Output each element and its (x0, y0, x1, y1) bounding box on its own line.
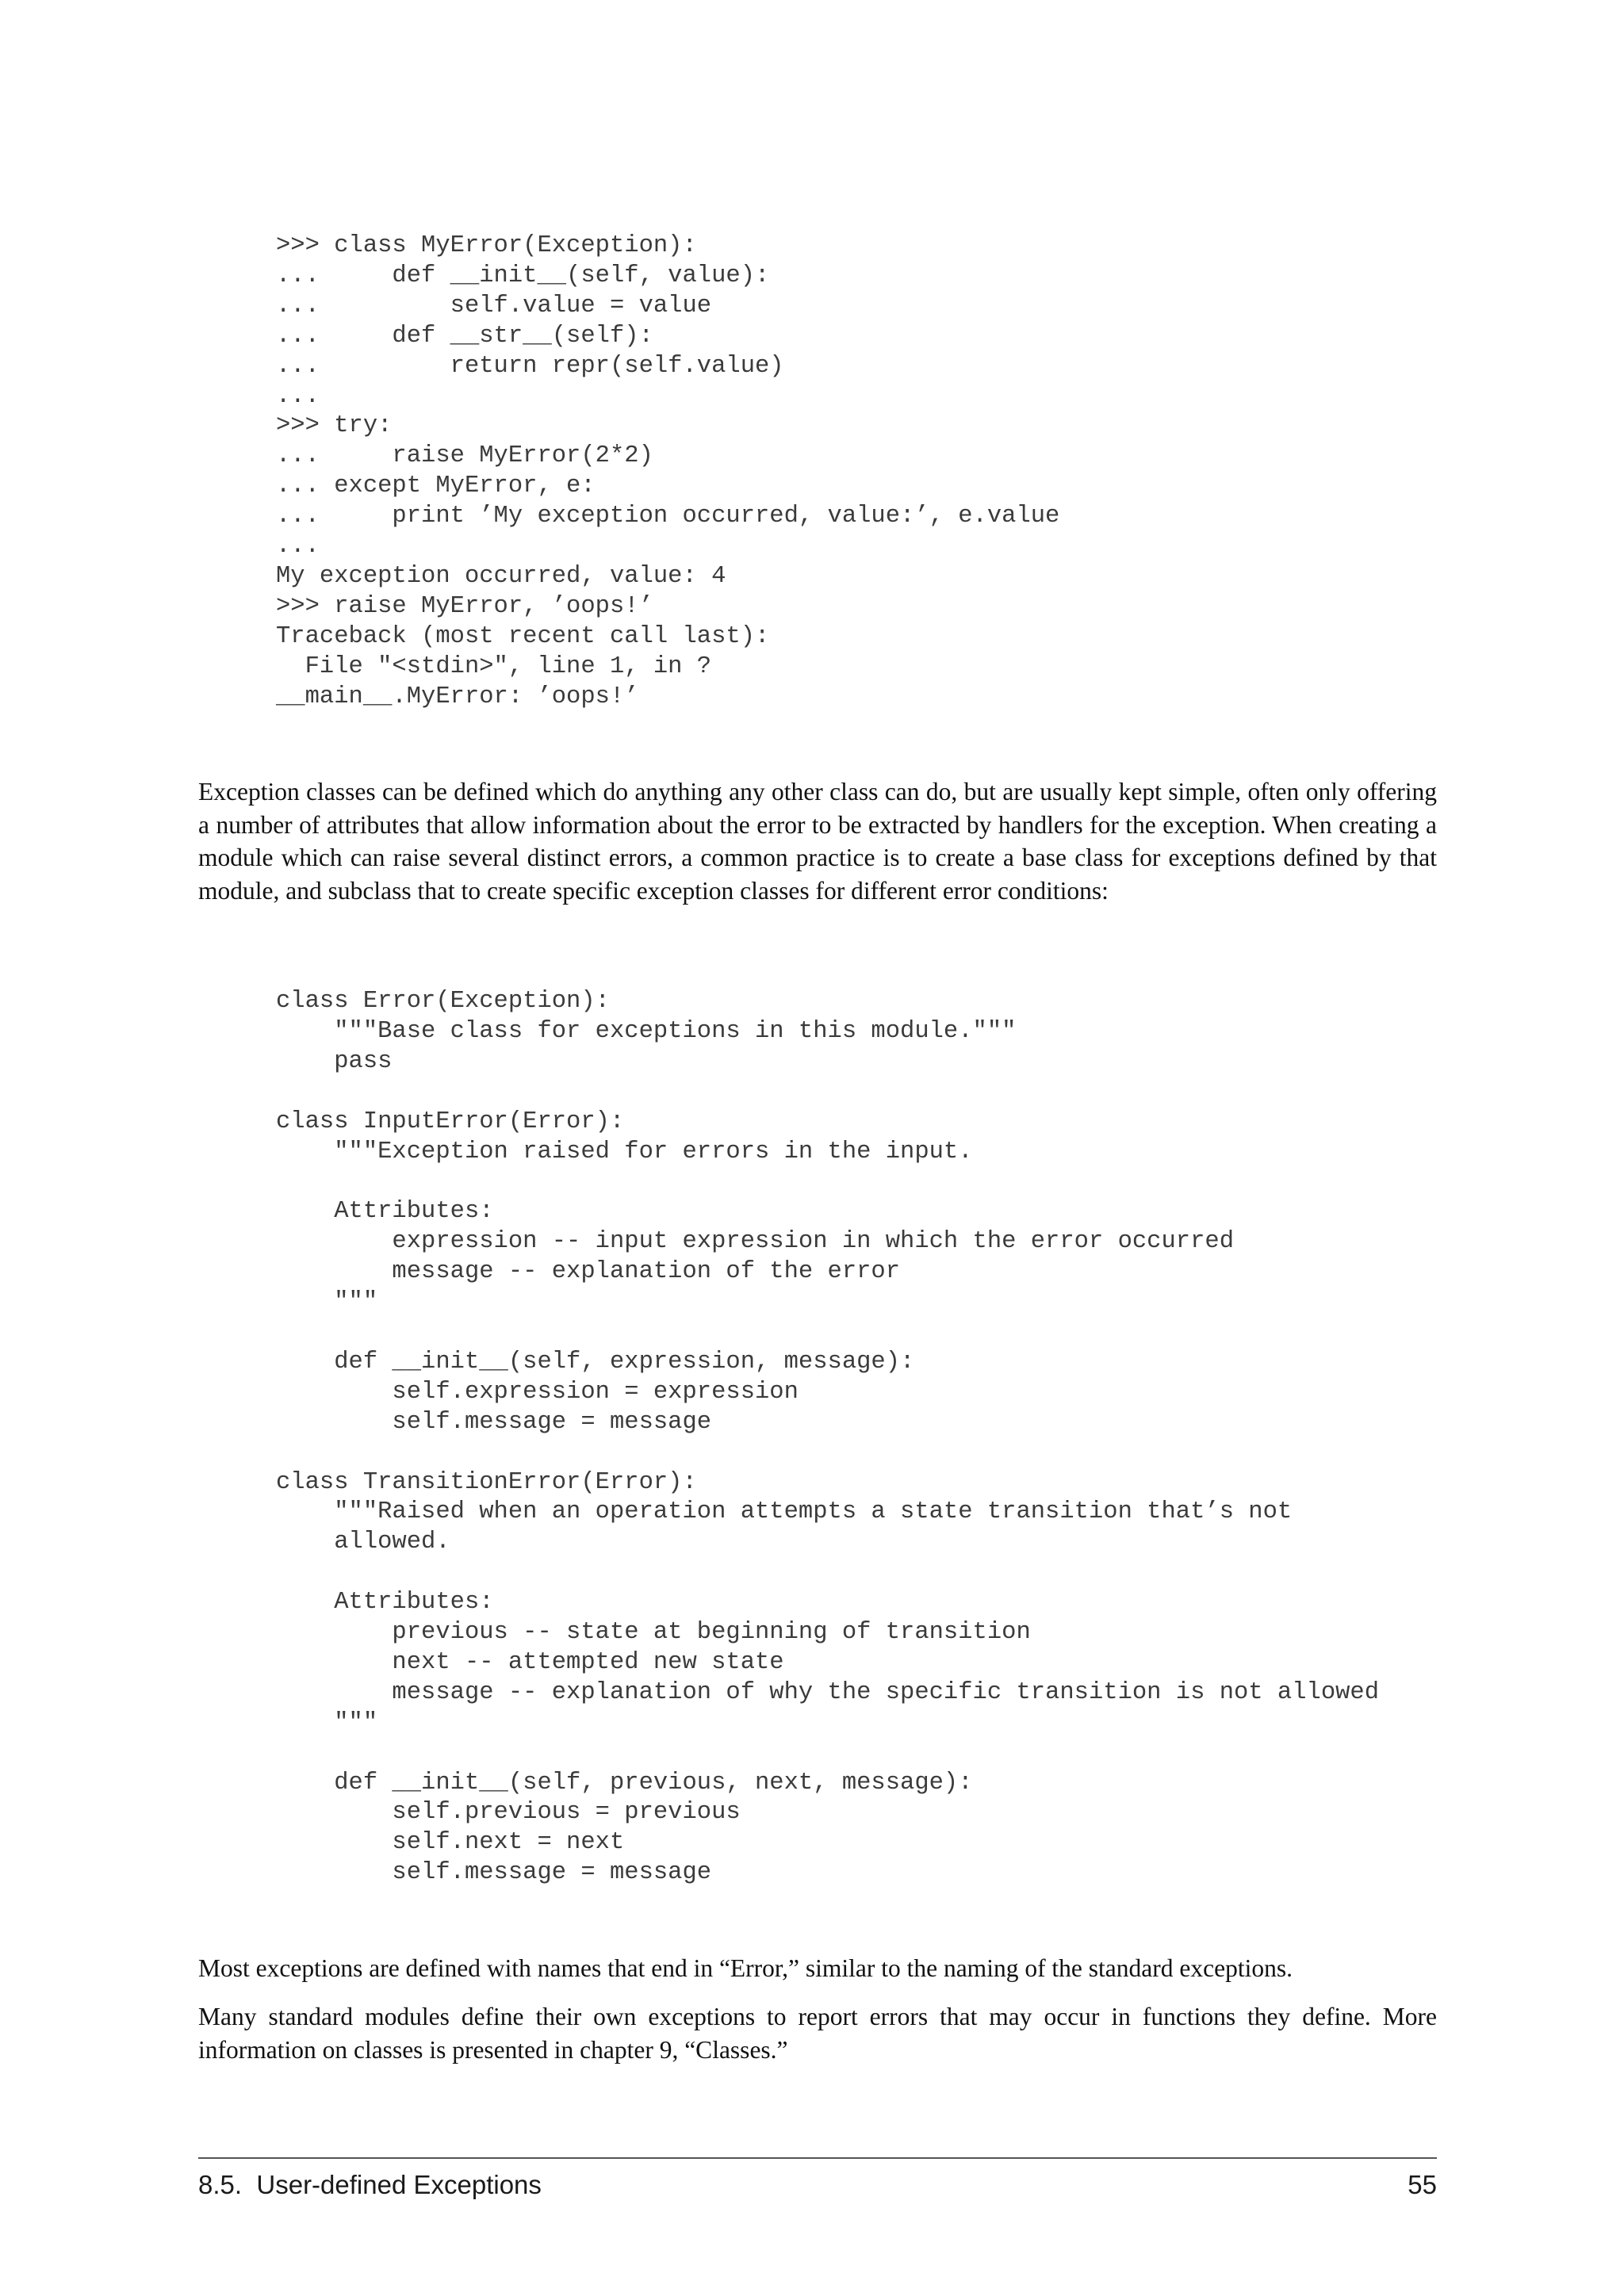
footer-section-title: 8.5. User-defined Exceptions (198, 2170, 542, 2199)
paragraph-exception-classes: Exception classes can be defined which do anything any other class can do, but are usually kept simple, often only offering a number of attributes that allow information about the error to be extracted by handlers for the exception. When creating a module which can raise several distinct errors, a common practice is to create a base class for exceptions defined by that module, and subclass that to create specific exception classes for different error conditions: (198, 778, 1437, 905)
paragraph-error-naming: Most exceptions are defined with names that end in “Error,” similar to the naming of the standard exceptions. (198, 1954, 1293, 1982)
footer-page-number: 55 (1408, 2170, 1437, 2199)
footer-divider (198, 2157, 1437, 2159)
paragraph-standard-modules: Many standard modules define their own exceptions to report errors that may occur in functions they define. More information on classes is presented in chapter 9, “Classes.” (198, 2003, 1437, 2064)
code-block-myerror-example: >>> class MyError(Exception): ... def __init__(self, value): ... self.value = value ... def __str__(self): ... return repr(self.value) ... >>> try: ... raise MyError(2*2) ... except MyError, e: ... print ’My exception occurred, value:’, e.value ... My exception occurred, value: 4 >>> raise MyError, ’oops!’ Traceback (most recent call last): File "<stdin>", line 1, in ? __main__.MyError: ’oops!’ (276, 232, 1060, 710)
code-block-exception-hierarchy: class Error(Exception): """Base class for exceptions in this module.""" pass class InputError(Error): """Exception raised for errors in the input. Attributes: expression -- input expression in which the error occurred message -- explanation of the error """ def __init__(self, expression, message): self.expression = expression self.message = message class TransitionError(Error): """Raised when an operation attempts a state transition that’s not allowed. Attributes: previous -- state at beginning of transition next -- attempted new state message -- explanation of why the specific transition is not allowed """ def __init__(self, previous, next, message): self.previous = previous self.next = next self.message = message (276, 988, 1380, 1887)
